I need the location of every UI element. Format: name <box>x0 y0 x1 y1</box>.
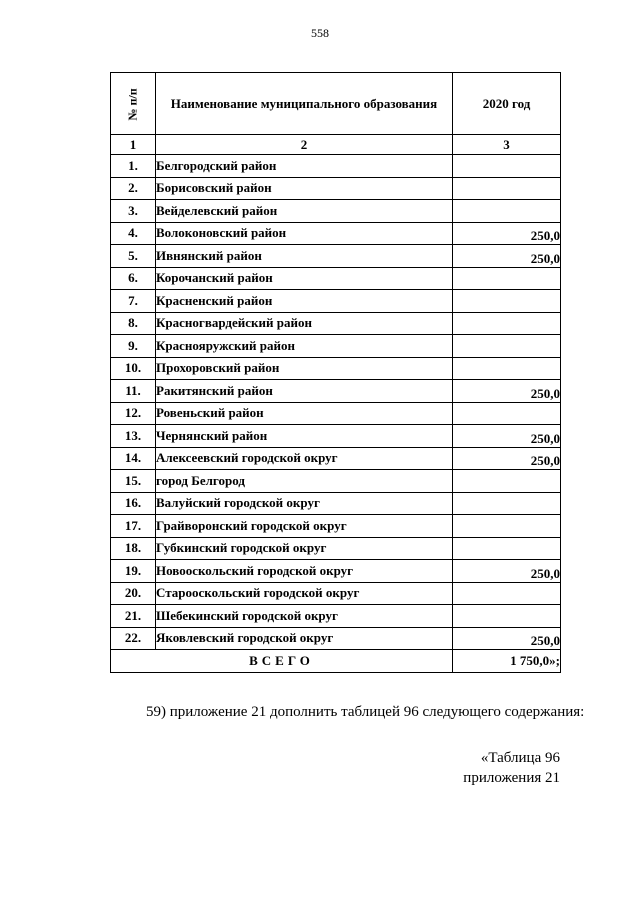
municipality-name: Борисовский район <box>156 177 453 200</box>
row-number: 20. <box>111 582 156 605</box>
municipality-name: Валуйский городской округ <box>156 492 453 515</box>
municipality-name: Ивнянский район <box>156 245 453 268</box>
row-number: 11. <box>111 380 156 403</box>
row-value <box>453 582 561 605</box>
row-value <box>453 605 561 628</box>
row-number: 2. <box>111 177 156 200</box>
caption-line: приложения 21 <box>463 770 560 786</box>
municipality-name: Яковлевский городской округ <box>156 627 453 650</box>
row-number: 18. <box>111 537 156 560</box>
table-row <box>111 200 561 223</box>
table-row <box>111 425 561 448</box>
municipality-name: Красненский район <box>156 290 453 313</box>
table-row <box>111 222 561 245</box>
row-value: 250,0 <box>453 447 561 470</box>
header-municipality: Наименование муниципального образования <box>156 73 453 135</box>
row-value <box>453 155 561 178</box>
row-value <box>453 515 561 538</box>
row-value: 250,0 <box>453 627 561 650</box>
row-value <box>453 357 561 380</box>
table-row <box>111 447 561 470</box>
municipality-name: Шебекинский городской округ <box>156 605 453 628</box>
total-label: ВСЕГО <box>111 650 453 673</box>
row-number: 4. <box>111 222 156 245</box>
municipality-name: город Белгород <box>156 470 453 493</box>
row-number: 16. <box>111 492 156 515</box>
table-row <box>111 537 561 560</box>
row-number: 8. <box>111 312 156 335</box>
table-row <box>111 335 561 358</box>
row-value: 250,0 <box>453 380 561 403</box>
municipality-name: Ровеньский район <box>156 402 453 425</box>
municipality-name: Краснояружский район <box>156 335 453 358</box>
row-value <box>453 537 561 560</box>
table-row <box>111 245 561 268</box>
column-number: 3 <box>453 135 561 155</box>
row-number: 13. <box>111 425 156 448</box>
row-value <box>453 312 561 335</box>
row-value: 250,0 <box>453 245 561 268</box>
row-value <box>453 177 561 200</box>
municipality-name: Чернянский район <box>156 425 453 448</box>
table-caption <box>440 748 560 788</box>
municipality-name: Алексеевский городской округ <box>156 447 453 470</box>
row-number: 17. <box>111 515 156 538</box>
row-number: 3. <box>111 200 156 223</box>
column-number: 1 <box>111 135 156 155</box>
table-row <box>111 380 561 403</box>
total-row <box>111 650 561 673</box>
table-row <box>111 560 561 583</box>
table-row <box>111 267 561 290</box>
municipality-name: Губкинский городской округ <box>156 537 453 560</box>
row-number: 7. <box>111 290 156 313</box>
header-year: 2020 год <box>453 73 561 135</box>
row-value: 250,0 <box>453 560 561 583</box>
page-number: 558 <box>311 26 329 40</box>
table-row <box>111 515 561 538</box>
total-value: 1 750,0»; <box>453 650 561 673</box>
table-row <box>111 470 561 493</box>
table-row <box>111 155 561 178</box>
municipality-name: Красногвардейский район <box>156 312 453 335</box>
row-number: 1. <box>111 155 156 178</box>
table-row <box>111 177 561 200</box>
row-value <box>453 267 561 290</box>
municipality-name: Старооскольский городской округ <box>156 582 453 605</box>
column-number: 2 <box>156 135 453 155</box>
row-number: 22. <box>111 627 156 650</box>
table-header-row <box>111 73 561 135</box>
table-row <box>111 357 561 380</box>
row-value <box>453 290 561 313</box>
municipality-name: Волоконовский район <box>156 222 453 245</box>
municipality-name: Новооскольский городской округ <box>156 560 453 583</box>
row-value: 250,0 <box>453 425 561 448</box>
row-number: 12. <box>111 402 156 425</box>
amendment-paragraph: 59) приложение 21 дополнить таблицей 96 следующего содержания: <box>146 704 585 720</box>
row-number: 21. <box>111 605 156 628</box>
table-row <box>111 312 561 335</box>
municipality-name: Корочанский район <box>156 267 453 290</box>
table-row <box>111 402 561 425</box>
row-number: 10. <box>111 357 156 380</box>
table-row <box>111 290 561 313</box>
row-value <box>453 492 561 515</box>
row-number: 15. <box>111 470 156 493</box>
caption-line: «Таблица 96 <box>480 750 560 766</box>
table-row <box>111 582 561 605</box>
row-number: 19. <box>111 560 156 583</box>
row-value <box>453 402 561 425</box>
header-number: № п/п <box>111 73 156 135</box>
table-row <box>111 492 561 515</box>
table-row <box>111 627 561 650</box>
row-value: 250,0 <box>453 222 561 245</box>
table-row <box>111 605 561 628</box>
column-number-row <box>111 135 561 155</box>
municipality-name: Вейделевский район <box>156 200 453 223</box>
allocation-table <box>110 72 561 673</box>
municipality-name: Белгородский район <box>156 155 453 178</box>
row-number: 14. <box>111 447 156 470</box>
row-value <box>453 335 561 358</box>
municipality-name: Ракитянский район <box>156 380 453 403</box>
row-value <box>453 470 561 493</box>
municipality-name: Прохоровский район <box>156 357 453 380</box>
row-number: 5. <box>111 245 156 268</box>
row-value <box>453 200 561 223</box>
municipality-name: Грайворонский городской округ <box>156 515 453 538</box>
row-number: 9. <box>111 335 156 358</box>
row-number: 6. <box>111 267 156 290</box>
